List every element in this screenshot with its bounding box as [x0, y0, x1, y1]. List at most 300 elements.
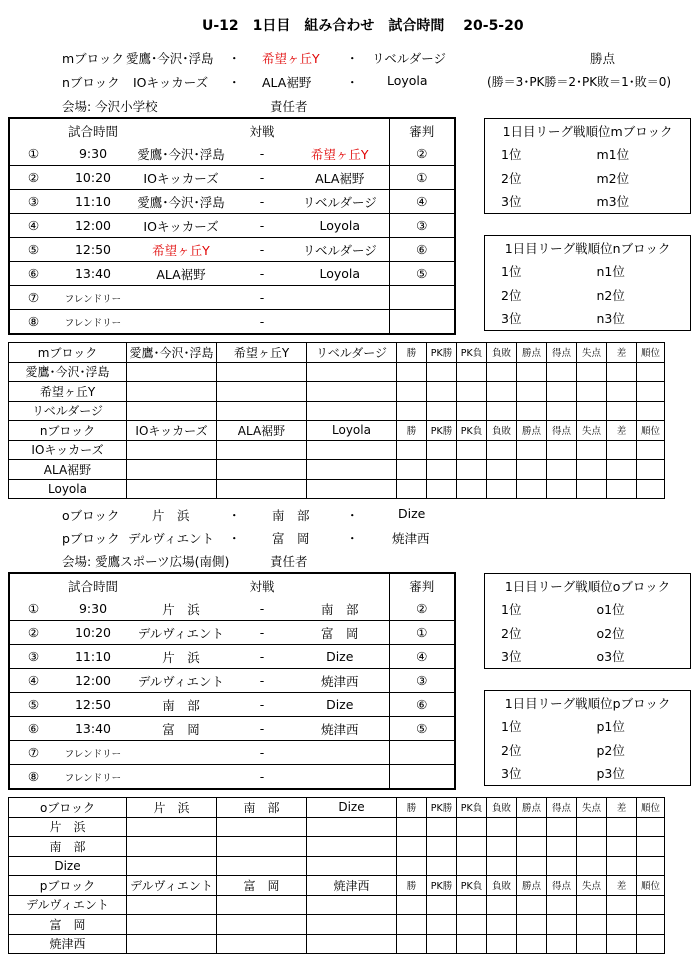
- schedule-row: [9, 262, 455, 286]
- schedule-row: [9, 693, 455, 717]
- result-cell: [637, 934, 665, 954]
- rank-table-m: [484, 118, 691, 214]
- rank-title: 1日目リーグ戦順位pブロック: [504, 695, 671, 711]
- away-team: 焼津西: [291, 669, 389, 693]
- away-team: 南 部: [291, 597, 389, 621]
- rank-position: 3位: [501, 649, 522, 665]
- result-cell: [127, 856, 217, 876]
- team-name: ALA裾野: [9, 460, 127, 480]
- stat-header: 得点: [547, 876, 577, 896]
- result-cell: [457, 362, 487, 382]
- separator-dot: ・: [346, 531, 359, 546]
- result-cell: [427, 460, 457, 480]
- venue-1: 会場: 今沢小学校: [62, 99, 158, 114]
- result-cell: [127, 817, 217, 837]
- match-number: ⑤: [9, 693, 57, 717]
- stat-header: 得点: [547, 421, 577, 441]
- vs-dash: -: [259, 769, 265, 784]
- page-title: U-12 1日目 組み合わせ 試合時間 20-5-20: [202, 18, 524, 34]
- block-m-team2: 希望ヶ丘Y: [262, 51, 320, 66]
- rank-table-o: [484, 573, 691, 669]
- result-cell: [457, 895, 487, 915]
- match-number: ⑥: [9, 717, 57, 741]
- result-cell: [487, 382, 517, 402]
- result-cell: [397, 915, 427, 935]
- rank-slot: n1位: [596, 264, 625, 280]
- result-cell: [217, 856, 307, 876]
- stat-header: 失点: [577, 343, 607, 363]
- match-time: 13:40: [57, 717, 129, 741]
- stat-header: PK勝: [427, 876, 457, 896]
- result-cell: [517, 817, 547, 837]
- result-cell: [607, 837, 637, 857]
- result-cell: [607, 460, 637, 480]
- stat-header: PK負: [457, 421, 487, 441]
- result-cell: [547, 362, 577, 382]
- schedule-table-1: [8, 117, 456, 335]
- home-team: 片 浜: [129, 597, 233, 621]
- match-number: ④: [9, 214, 57, 238]
- match-number: ②: [9, 166, 57, 190]
- referee: ⑤: [389, 717, 455, 741]
- team-name: Dize: [9, 856, 127, 876]
- result-cell: [517, 837, 547, 857]
- result-cell: [637, 837, 665, 857]
- vs-dash: -: [233, 741, 291, 765]
- result-cell: [307, 382, 397, 402]
- rank-title: 1日目リーグ戦順位oブロック: [504, 578, 671, 594]
- rank-row: [485, 598, 691, 622]
- result-cell: [577, 915, 607, 935]
- schedule-row: [9, 190, 455, 214]
- result-cell: [547, 382, 577, 402]
- vs-dash: -: [233, 621, 291, 645]
- stat-header: 勝点: [517, 343, 547, 363]
- result-cell: [427, 401, 457, 421]
- home-team: 富 岡: [129, 717, 233, 741]
- match-time: 10:20: [57, 621, 129, 645]
- match-time: 11:10: [57, 190, 129, 214]
- referee: ⑤: [389, 262, 455, 286]
- result-cell: [577, 895, 607, 915]
- team-name: IOキッカーズ: [9, 440, 127, 460]
- result-cell: [547, 915, 577, 935]
- vs-dash: -: [233, 645, 291, 669]
- result-cell: [217, 934, 307, 954]
- team-name: 富 岡: [9, 915, 127, 935]
- stat-header: 得点: [547, 343, 577, 363]
- result-cell: [607, 856, 637, 876]
- result-cell: [547, 460, 577, 480]
- result-cell: [577, 479, 607, 499]
- result-cell: [607, 362, 637, 382]
- result-cell: [517, 401, 547, 421]
- rank-row: [485, 260, 691, 284]
- result-cell: [217, 895, 307, 915]
- home-team: 愛鷹･今沢･浮島: [129, 142, 233, 166]
- result-cell: [307, 401, 397, 421]
- stat-header: 差: [607, 798, 637, 818]
- league-team-row: [9, 401, 665, 421]
- result-cell: [547, 895, 577, 915]
- result-cell: [397, 934, 427, 954]
- separator-dot: ・: [346, 51, 359, 66]
- stat-header: 順位: [637, 343, 665, 363]
- stat-header: 負敗: [487, 876, 517, 896]
- away-team: [291, 286, 389, 310]
- away-team: リベルダージ: [291, 190, 389, 214]
- schedule-row: [9, 310, 455, 335]
- result-cell: [127, 440, 217, 460]
- stat-header: 失点: [577, 876, 607, 896]
- rank-slot: p3位: [596, 766, 625, 782]
- result-cell: [547, 856, 577, 876]
- result-cell: [397, 895, 427, 915]
- header-match: 対戦: [249, 578, 275, 594]
- rank-position: 1位: [501, 602, 522, 618]
- referee: [389, 286, 455, 310]
- vs-dash: -: [233, 166, 291, 190]
- league-team-row: [9, 440, 665, 460]
- rank-slot: o1位: [596, 602, 625, 618]
- rank-title: 1日目リーグ戦順位nブロック: [504, 240, 671, 256]
- home-team: IOキッカーズ: [129, 214, 233, 238]
- referee: ⑥: [389, 693, 455, 717]
- result-cell: [427, 915, 457, 935]
- away-team: [291, 765, 389, 790]
- result-cell: [637, 362, 665, 382]
- header-time: 試合時間: [67, 123, 118, 139]
- league-table-mn: [8, 342, 665, 499]
- result-cell: [457, 837, 487, 857]
- team-name: 愛鷹･今沢･浮島: [9, 362, 127, 382]
- opponent-header: 焼津西: [307, 876, 397, 896]
- opponent-header: IOキッカーズ: [127, 421, 217, 441]
- referee: ①: [389, 621, 455, 645]
- opponent-header: 片 浜: [127, 798, 217, 818]
- result-cell: [577, 440, 607, 460]
- schedule-header: [9, 118, 455, 142]
- result-cell: [217, 362, 307, 382]
- result-cell: [517, 479, 547, 499]
- stat-header: 勝点: [517, 421, 547, 441]
- separator-dot: ・: [228, 531, 241, 546]
- league-header-row: [9, 798, 665, 818]
- rank-position: 1位: [501, 719, 522, 735]
- block-m-team3: リベルダージ: [372, 51, 447, 66]
- result-cell: [637, 440, 665, 460]
- home-team: ALA裾野: [129, 262, 233, 286]
- block-p-team2: 富 岡: [272, 531, 310, 546]
- match-number: ②: [9, 621, 57, 645]
- block-p-team1: デルヴィエント: [128, 531, 215, 546]
- result-cell: [427, 934, 457, 954]
- league-header-row: [9, 876, 665, 896]
- league-team-row: [9, 817, 665, 837]
- result-cell: [487, 362, 517, 382]
- result-cell: [427, 856, 457, 876]
- result-cell: [517, 362, 547, 382]
- stat-header: PK負: [457, 343, 487, 363]
- schedule-row: [9, 286, 455, 310]
- result-cell: [397, 440, 427, 460]
- block-label: mブロック: [9, 343, 127, 363]
- away-team: Dize: [291, 645, 389, 669]
- rank-table-p: [484, 690, 691, 786]
- result-cell: [427, 837, 457, 857]
- vs-dash: -: [233, 262, 291, 286]
- opponent-header: Dize: [307, 798, 397, 818]
- league-header-row: [9, 343, 665, 363]
- away-team: 焼津西: [291, 717, 389, 741]
- result-cell: [547, 837, 577, 857]
- separator-dot: ・: [346, 75, 359, 90]
- stat-header: PK勝: [427, 421, 457, 441]
- stat-header: 勝: [397, 421, 427, 441]
- vs-dash: -: [233, 142, 291, 166]
- rank-slot: m3位: [596, 194, 630, 210]
- result-cell: [457, 934, 487, 954]
- result-cell: [487, 895, 517, 915]
- rank-slot: n2位: [596, 287, 625, 303]
- result-cell: [217, 382, 307, 402]
- referee: ②: [389, 597, 455, 621]
- result-cell: [577, 401, 607, 421]
- away-team: Dize: [291, 693, 389, 717]
- stat-header: 順位: [637, 876, 665, 896]
- stat-header: 勝: [397, 343, 427, 363]
- stat-header: 失点: [577, 798, 607, 818]
- result-cell: [127, 934, 217, 954]
- result-cell: [637, 479, 665, 499]
- result-cell: [577, 382, 607, 402]
- home-team: 希望ヶ丘Y: [129, 238, 233, 262]
- home-team: [129, 310, 233, 335]
- header-match: 対戦: [249, 123, 275, 139]
- match-time: 9:30: [57, 142, 129, 166]
- result-cell: [307, 362, 397, 382]
- stat-header: PK勝: [427, 798, 457, 818]
- away-team: [291, 310, 389, 335]
- result-cell: [397, 837, 427, 857]
- result-cell: [577, 362, 607, 382]
- result-cell: [307, 856, 397, 876]
- away-team: 希望ヶ丘Y: [291, 142, 389, 166]
- result-cell: [577, 837, 607, 857]
- result-cell: [637, 856, 665, 876]
- match-number: ⑥: [9, 262, 57, 286]
- result-cell: [217, 440, 307, 460]
- result-cell: [637, 460, 665, 480]
- result-cell: [427, 817, 457, 837]
- result-cell: [397, 817, 427, 837]
- rank-slot: o2位: [596, 625, 625, 641]
- result-cell: [397, 856, 427, 876]
- away-team: 富 岡: [291, 621, 389, 645]
- result-cell: [517, 915, 547, 935]
- result-cell: [457, 460, 487, 480]
- result-cell: [457, 479, 487, 499]
- team-name: 焼津西: [9, 934, 127, 954]
- rank-position: 1位: [501, 264, 522, 280]
- schedule-row: [9, 597, 455, 621]
- stat-header: 差: [607, 876, 637, 896]
- result-cell: [307, 895, 397, 915]
- result-cell: [577, 934, 607, 954]
- result-cell: [547, 479, 577, 499]
- stat-header: 勝点: [517, 876, 547, 896]
- result-cell: [607, 440, 637, 460]
- block-o-label: oブロック: [62, 508, 120, 523]
- result-cell: [217, 401, 307, 421]
- rank-position: 2位: [501, 625, 522, 641]
- league-team-row: [9, 460, 665, 480]
- rank-position: 2位: [501, 170, 522, 186]
- match-time: フレンドリー: [57, 741, 129, 765]
- vs-dash: -: [233, 693, 291, 717]
- stat-header: 順位: [637, 421, 665, 441]
- result-cell: [457, 817, 487, 837]
- result-cell: [517, 460, 547, 480]
- schedule-row: [9, 669, 455, 693]
- block-m-team1: 愛鷹･今沢･浮島: [126, 51, 214, 66]
- result-cell: [457, 401, 487, 421]
- schedule-row: [9, 621, 455, 645]
- stat-header: 得点: [547, 798, 577, 818]
- result-cell: [607, 934, 637, 954]
- rank-row: [485, 738, 691, 762]
- result-cell: [517, 440, 547, 460]
- result-cell: [397, 460, 427, 480]
- result-cell: [127, 460, 217, 480]
- stat-header: 負敗: [487, 421, 517, 441]
- match-number: ⑦: [9, 741, 57, 765]
- team-name: リベルダージ: [9, 401, 127, 421]
- result-cell: [217, 817, 307, 837]
- league-team-row: [9, 895, 665, 915]
- opponent-header: 愛鷹･今沢･浮島: [127, 343, 217, 363]
- vs-dash: -: [233, 238, 291, 262]
- referee: [389, 741, 455, 765]
- team-name: 希望ヶ丘Y: [9, 382, 127, 402]
- result-cell: [127, 362, 217, 382]
- rank-slot: n3位: [596, 311, 625, 327]
- points-title: 勝点: [590, 51, 616, 66]
- result-cell: [577, 460, 607, 480]
- match-time: 10:20: [57, 166, 129, 190]
- result-cell: [127, 479, 217, 499]
- result-cell: [307, 934, 397, 954]
- result-cell: [427, 362, 457, 382]
- stat-header: PK勝: [427, 343, 457, 363]
- block-n-team2: ALA裾野: [262, 75, 312, 90]
- opponent-header: デルヴィエント: [127, 876, 217, 896]
- schedule-row: [9, 741, 455, 765]
- result-cell: [307, 915, 397, 935]
- stat-header: 失点: [577, 421, 607, 441]
- result-cell: [637, 915, 665, 935]
- result-cell: [307, 460, 397, 480]
- rank-row: [485, 190, 691, 214]
- match-number: ⑤: [9, 238, 57, 262]
- referee: ⑥: [389, 238, 455, 262]
- away-team: [291, 741, 389, 765]
- stat-header: 勝: [397, 876, 427, 896]
- rank-table-n: [484, 235, 691, 331]
- schedule-header: [9, 573, 455, 597]
- home-team: [129, 765, 233, 790]
- result-cell: [487, 460, 517, 480]
- result-cell: [487, 440, 517, 460]
- rank-row: [485, 143, 691, 167]
- responsible-2: 責任者: [270, 554, 308, 569]
- block-p-label: pブロック: [62, 531, 120, 546]
- vs-dash: -: [233, 717, 291, 741]
- result-cell: [307, 837, 397, 857]
- stat-header: PK負: [457, 876, 487, 896]
- schedule-row: [9, 645, 455, 669]
- rank-row: [485, 645, 691, 669]
- result-cell: [397, 401, 427, 421]
- result-cell: [427, 479, 457, 499]
- result-cell: [547, 817, 577, 837]
- match-time: 12:00: [57, 669, 129, 693]
- home-team: デルヴィエント: [129, 669, 233, 693]
- result-cell: [487, 934, 517, 954]
- vs-dash: -: [233, 286, 291, 310]
- match-time: 9:30: [57, 597, 129, 621]
- league-team-row: [9, 856, 665, 876]
- result-cell: [517, 382, 547, 402]
- stat-header: PK負: [457, 798, 487, 818]
- result-cell: [127, 401, 217, 421]
- home-team: [129, 741, 233, 765]
- result-cell: [427, 895, 457, 915]
- header-ref: 審判: [389, 573, 455, 597]
- home-team: [129, 286, 233, 310]
- stat-header: 順位: [637, 798, 665, 818]
- home-team: 愛鷹･今沢･浮島: [129, 190, 233, 214]
- away-team: リベルダージ: [291, 238, 389, 262]
- referee: [389, 765, 455, 790]
- match-time: フレンドリー: [57, 286, 129, 310]
- result-cell: [607, 915, 637, 935]
- league-table-op: [8, 797, 665, 954]
- match-number: ⑦: [9, 286, 57, 310]
- away-team: Loyola: [291, 214, 389, 238]
- result-cell: [427, 440, 457, 460]
- result-cell: [607, 479, 637, 499]
- referee: ④: [389, 190, 455, 214]
- separator-dot: ・: [228, 51, 241, 66]
- result-cell: [487, 837, 517, 857]
- result-cell: [517, 895, 547, 915]
- rank-row: [485, 166, 691, 190]
- result-cell: [547, 934, 577, 954]
- team-name: Loyola: [9, 479, 127, 499]
- rank-row: [485, 283, 691, 307]
- rank-slot: o3位: [596, 649, 625, 665]
- header-ref: 審判: [389, 118, 455, 142]
- result-cell: [607, 382, 637, 402]
- match-time: 12:50: [57, 238, 129, 262]
- match-number: ③: [9, 645, 57, 669]
- referee: ③: [389, 214, 455, 238]
- result-cell: [487, 401, 517, 421]
- rank-position: 3位: [501, 311, 522, 327]
- result-cell: [637, 895, 665, 915]
- result-cell: [487, 856, 517, 876]
